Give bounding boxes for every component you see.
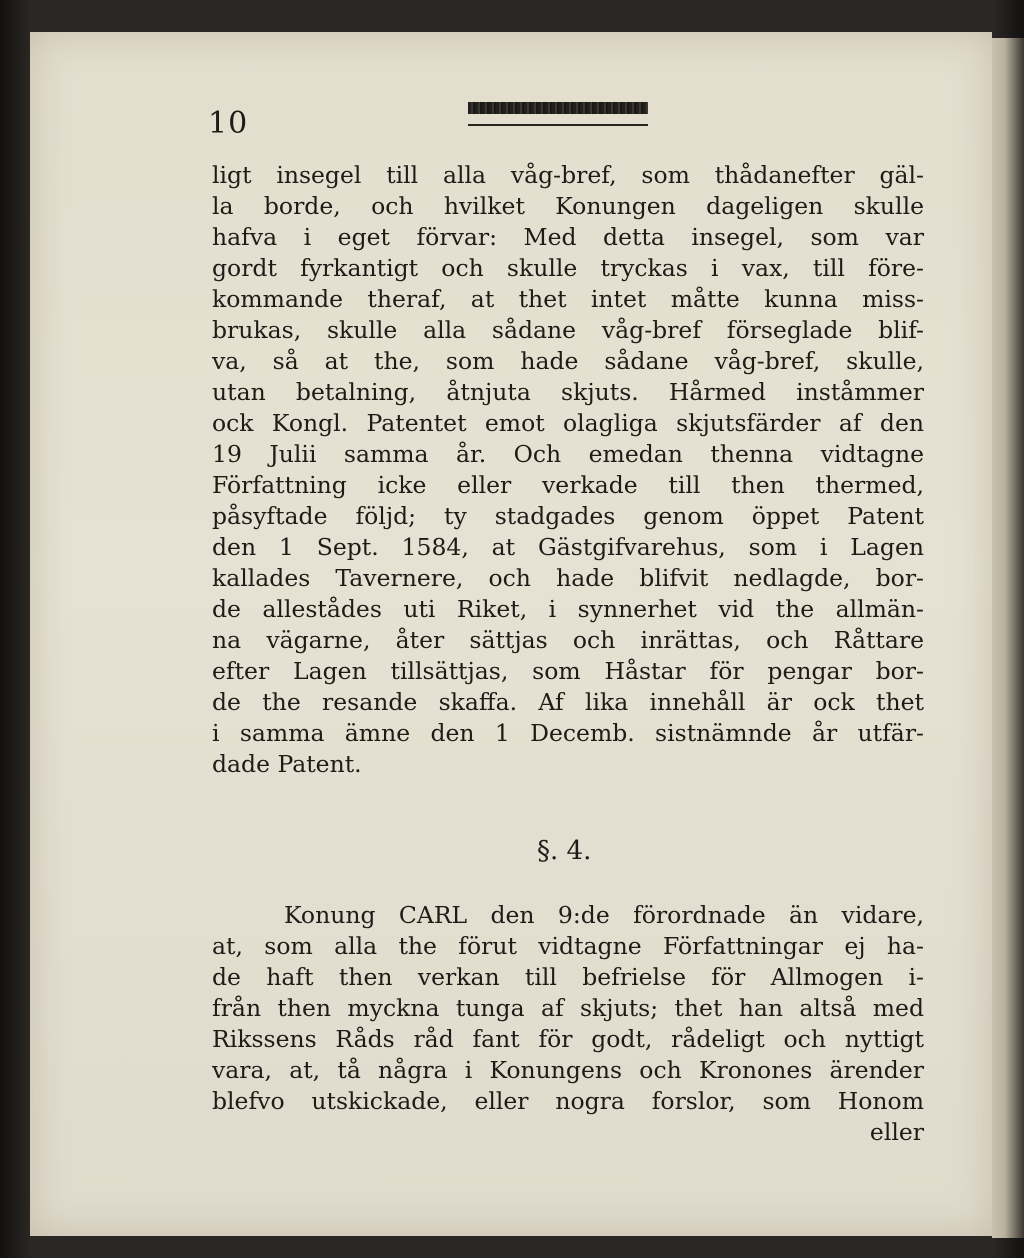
text-line: Författning icke eller verkade till then thermed, [212, 471, 924, 499]
text-line: brukas, skulle alla sådane våg-bref förseglade blif- [212, 316, 924, 344]
text-line: i samma ämne den 1 Decemb. sistnämnde år utfär- [212, 719, 924, 747]
text-line: kallades Tavernere, och hade blifvit nedlagde, bor- [212, 564, 924, 592]
headpiece-ornament [468, 102, 648, 114]
catchword: eller [869, 1118, 924, 1146]
text-line: gordt fyrkantigt och skulle tryckas i vax, till före- [212, 254, 924, 282]
headpiece-rule [468, 124, 648, 126]
text-line: la borde, och hvilket Konungen dageligen skulle [212, 192, 924, 220]
text-line: de the resande skaffa. Af lika innehåll är ock thet [212, 688, 924, 716]
text-line: de allestådes uti Riket, i synnerhet vid the allmän- [212, 595, 924, 623]
text-line: kommande theraf, at thet intet måtte kunna miss- [212, 285, 924, 313]
text-line: at, som alla the förut vidtagne Författningar ej ha- [212, 932, 924, 960]
text-line: hafva i eget förvar: Med detta insegel, som var [212, 223, 924, 251]
text-line: utan betalning, åtnjuta skjuts. Hårmed inståmmer [212, 378, 924, 406]
text-line: blefvo utskickade, eller nogra forslor, som Honom [212, 1087, 924, 1115]
text-line: Konung CARL den 9:de förordnade än vidare, [284, 901, 924, 929]
text-line: na vägarne, åter sättjas och inrättas, och Råttare [212, 626, 924, 654]
text-line: efter Lagen tillsättjas, som Håstar för pengar bor- [212, 657, 924, 685]
text-line: de haft then verkan till befrielse för Allmogen i- [212, 963, 924, 991]
text-line: dade Patent. [212, 750, 362, 778]
text-line: 19 Julii samma år. Och emedan thenna vidtagne [212, 440, 924, 468]
text-line: vara, at, tå några i Konungens och Kronones ärender [212, 1056, 924, 1084]
text-line: den 1 Sept. 1584, at Gästgifvarehus, som i Lagen [212, 533, 924, 561]
text-line: påsyftade följd; ty stadgades genom öppet Patent [212, 502, 924, 530]
section-heading: §. 4. [537, 836, 592, 866]
text-line: Rikssens Råds råd fant för godt, rådeligt och nyttigt [212, 1025, 924, 1053]
text-line: från then myckna tunga af skjuts; thet han altså med [212, 994, 924, 1022]
text-line: ock Kongl. Patentet emot olagliga skjutsfärder af den [212, 409, 924, 437]
page-number: 10 [208, 106, 249, 141]
facing-page-edge [992, 38, 1024, 1238]
text-line: ligt insegel till alla våg-bref, som thådanefter gäl- [212, 161, 924, 189]
text-line: va, så at the, som hade sådane våg-bref, skulle, [212, 347, 924, 375]
